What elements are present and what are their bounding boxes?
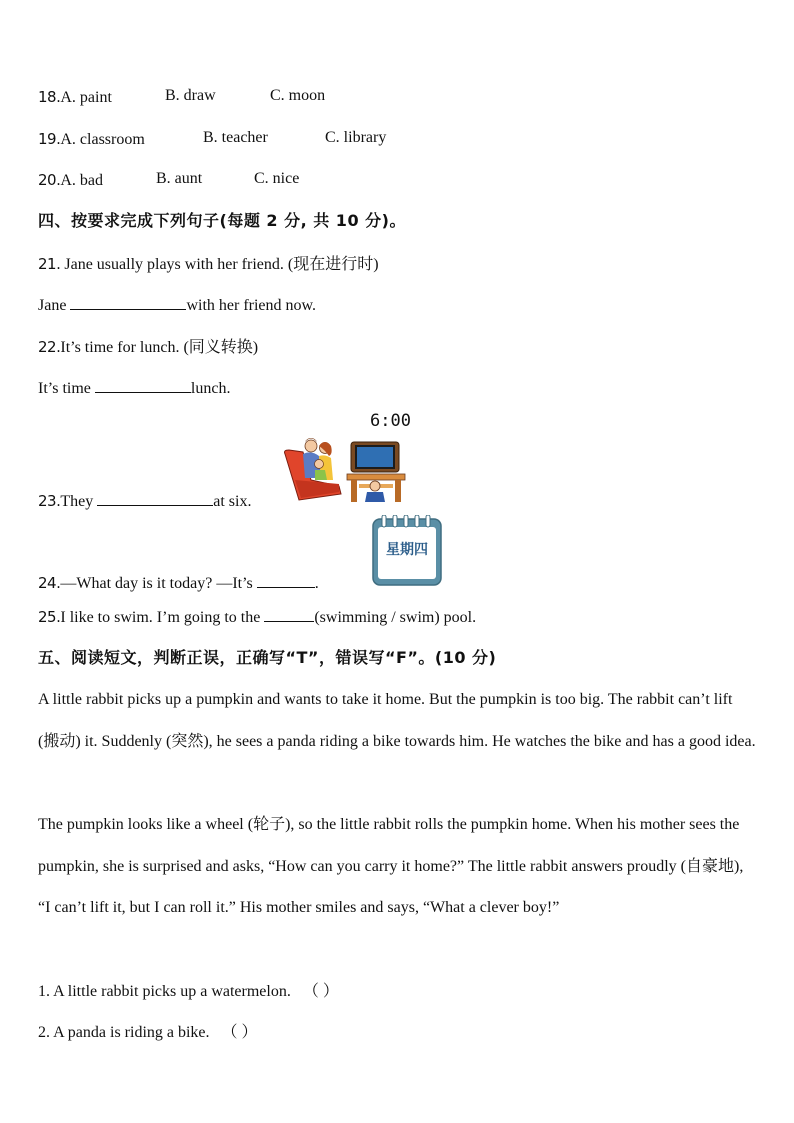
question-suffix: at six. <box>213 493 252 510</box>
question-text: —What day is it today? —It’s <box>60 575 257 592</box>
tf-question-text: 2. A panda is riding a bike. <box>38 1024 210 1041</box>
question-text: I like to swim. I’m going to the <box>60 609 265 626</box>
question-number: 20. <box>38 171 61 189</box>
passage-paragraph-1: A little rabbit picks up a pumpkin and wants to take it home. But the pumpkin is too big. The rabbit can’t lift (搬动) it. Suddenly (突然), he sees a panda riding a bike towards him. He watches the bike and has a good idea. <box>38 691 756 750</box>
passage-paragraph-2: The pumpkin looks like a wheel (轮子), so the little rabbit rolls the pumpkin home. When his mother sees the pumpkin, she is surprised and asks, “How can you carry it home?” The little rabbit answers proudly (自豪地), “I can’t lift it, but I can roll it.” His mother smiles and says, “What a clever boy!” <box>38 816 744 916</box>
question-number: 23. <box>38 492 61 510</box>
section-4-title: 四、按要求完成下列句子(每题 2 分, 共 10 分)。 <box>38 211 406 230</box>
answer-prefix: It’s time <box>38 380 95 397</box>
question-number: 18. <box>38 88 61 106</box>
answer-suffix: lunch. <box>190 380 231 397</box>
answer-21 <box>38 295 316 316</box>
option-c: C. nice <box>254 170 300 187</box>
answer-suffix: with her friend now. <box>186 297 317 314</box>
family-watching-tv-illustration <box>281 434 409 504</box>
answer-prefix: Jane <box>38 297 71 314</box>
option-b: B. aunt <box>156 170 203 187</box>
question-number: 19. <box>38 130 61 148</box>
option-b: B. teacher <box>203 129 268 146</box>
question-23 <box>38 491 251 512</box>
question-text: It’s time for lunch. (同义转换) <box>60 339 259 356</box>
tf-question-text: 1. A little rabbit picks up a watermelon. <box>38 983 291 1000</box>
option-b: B. draw <box>165 87 216 104</box>
question-24 <box>38 573 319 594</box>
question-end: (swimming / swim) pool. <box>314 609 477 626</box>
answer-parentheses[interactable]: （ ） <box>302 983 339 1000</box>
question-20 <box>38 170 103 191</box>
tf-question-2 <box>38 1023 258 1043</box>
question-number: 22. <box>38 338 61 356</box>
question-number: 25. <box>38 608 61 626</box>
answer-blank[interactable] <box>97 491 213 506</box>
question-19 <box>38 129 145 150</box>
question-text: Jane usually plays with her friend. (现在进行时) <box>60 256 379 273</box>
calendar-label: 星期四 <box>386 542 428 558</box>
answer-blank[interactable] <box>70 295 186 310</box>
answer-blank[interactable] <box>264 607 314 622</box>
option-a: A. bad <box>60 172 104 189</box>
question-25 <box>38 607 476 628</box>
option-c: C. moon <box>270 87 326 104</box>
question-22 <box>38 337 258 358</box>
answer-blank[interactable] <box>95 378 191 393</box>
tf-question-1 <box>38 982 339 1002</box>
option-a: A. classroom <box>60 131 145 148</box>
option-a: A. paint <box>60 89 112 106</box>
answer-parentheses[interactable]: （ ） <box>221 1024 258 1041</box>
option-c: C. library <box>325 129 387 146</box>
calendar-icon <box>372 515 442 587</box>
question-number: 21. <box>38 255 61 273</box>
question-prefix: They <box>60 493 98 510</box>
question-number: 24. <box>38 574 61 592</box>
question-18 <box>38 87 112 108</box>
time-label: 6:00 <box>370 411 411 431</box>
section-5-title: 五、阅读短文，判断正误，正确写“T”，错误写“F”。(10 分) <box>38 648 497 667</box>
question-end: . <box>314 575 319 592</box>
question-21 <box>38 254 379 275</box>
answer-22 <box>38 378 230 399</box>
answer-blank[interactable] <box>257 573 315 588</box>
